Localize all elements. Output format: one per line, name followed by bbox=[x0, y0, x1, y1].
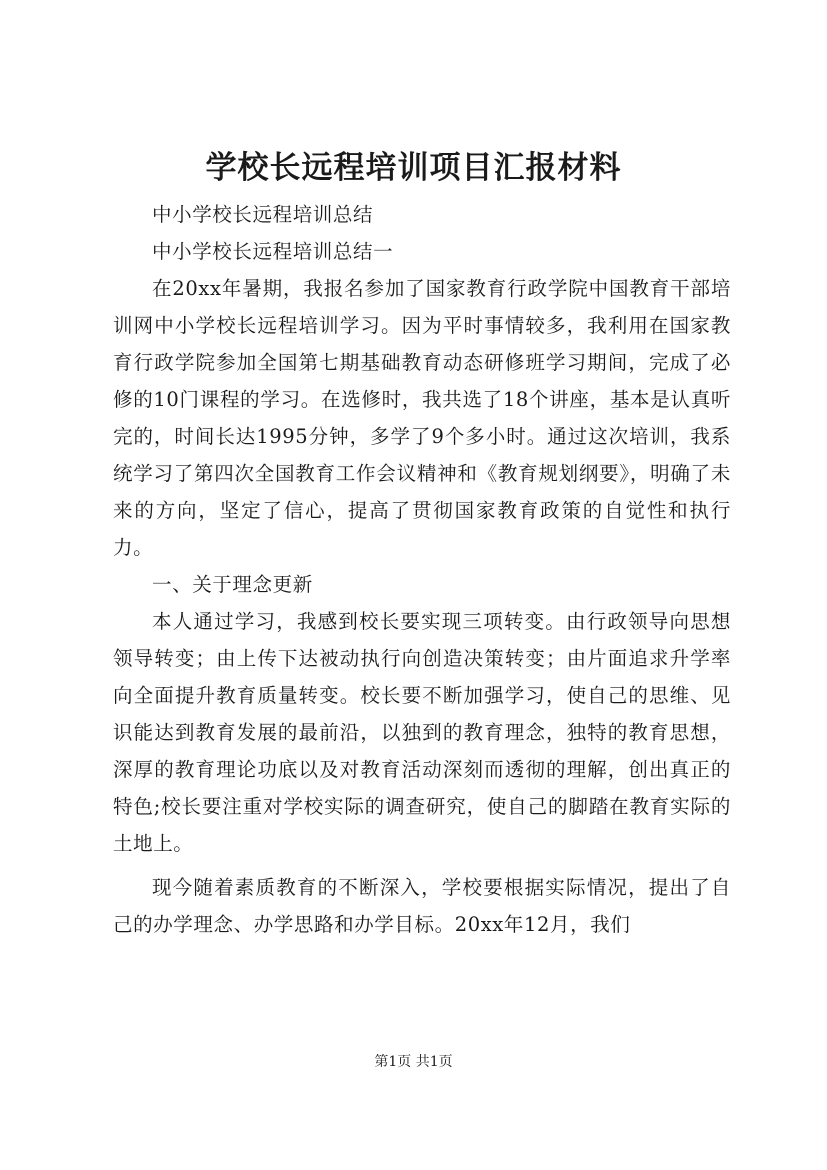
paragraph-concept: 本人通过学习，我感到校长要实现三项转变。由行政领导向思想领导转变；由上传下达被动执行向创造决策转变；由片面追求升学率向全面提升教育质量转变。校长要不断加强学习，使自己的思维、见识能达到教育发展的最前沿，以独到的教育理念，独特的教育思想，深厚的教育理论功底以及对教育活动深刻而透彻的理解，创出真正的特色;校长要注重对学校实际的调查研究，使自己的脚踏在教育实际的土地上。 bbox=[113, 610, 731, 855]
paragraph-intro: 在20xx年暑期，我报名参加了国家教育行政学院中国教育干部培训网中小学校长远程培训学习。因为平时事情较多，我利用在国家教育行政学院参加全国第七期基础教育动态研修班学习期间，完成了必修的10门课程的学习。在选修时，我共选了18个讲座，基本是认真听完的，时间长达1995分钟，多学了9个多小时。通过这次培训，我系统学习了第四次全国教育工作会议精神和《教育规划纲要》，明确了未来的方向，坚定了信心，提高了贯彻国家教育政策的自觉性和执行力。 bbox=[113, 277, 731, 559]
paragraph-section-heading: 中小学校长远程培训总结一 bbox=[152, 240, 394, 263]
document-body bbox=[113, 196, 731, 943]
paragraph-subtitle: 中小学校长远程培训总结 bbox=[152, 203, 374, 226]
paragraph-heading-concept: 一、关于理念更新 bbox=[152, 573, 313, 596]
paragraph-current: 现今随着素质教育的不断深入，学校要根据实际情况，提出了自己的办学理念、办学思路和办学目标。20xx年12月，我们 bbox=[113, 876, 731, 936]
page-footer: 第1页 共1页 bbox=[374, 1054, 453, 1070]
document-title: 学校长远程培训项目汇报材料 bbox=[205, 150, 622, 186]
